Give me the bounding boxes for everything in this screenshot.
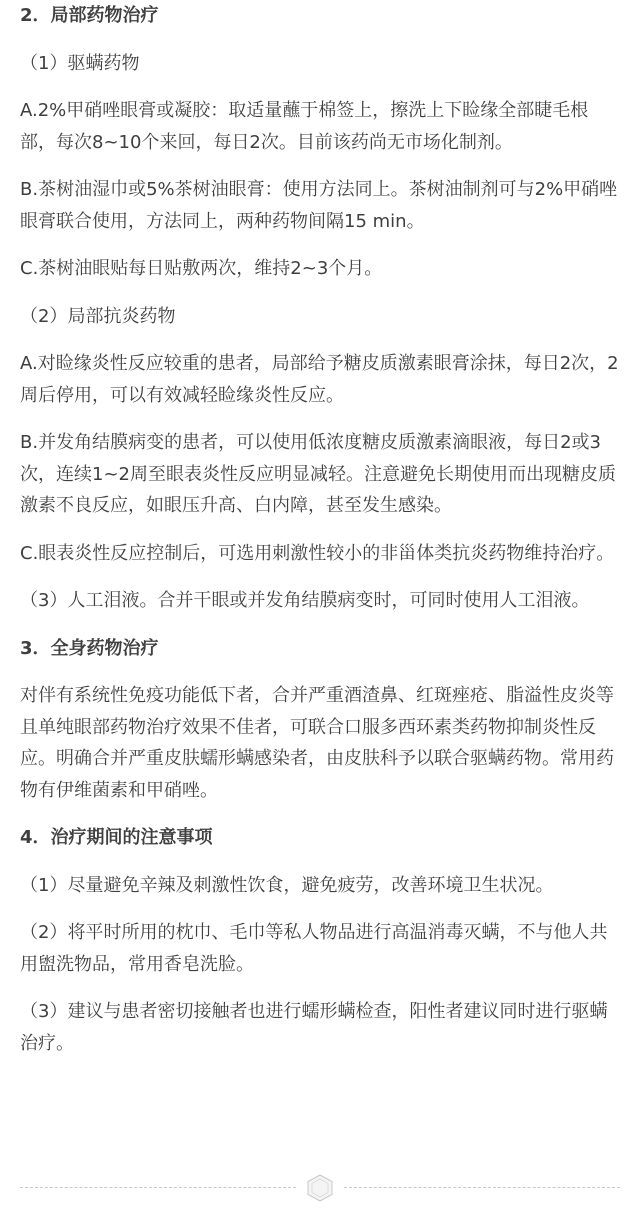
subheading-anti-inflammatory: （2）局部抗炎药物 (20, 305, 176, 327)
paragraph-metronidazole: A.2%甲硝唑眼膏或凝胶：取适量蘸于棉签上，擦洗上下睑缘全部睫毛根部，每次8~10个来回，每日2次。目前该药尚无市场化制剂。 (20, 100, 589, 153)
paragraph-precaution-contacts: （3）建议与患者密切接触者也进行蠕形螨检查，阳性者建议同时进行驱螨治疗。 (20, 1001, 608, 1054)
hexagon-icon (307, 1174, 333, 1202)
paragraph-tea-tree-wipes: B.茶树油湿巾或5%茶树油眼膏：使用方法同上。茶树油制剂可与2%甲硝唑眼膏联合使用，方法同上，两种药物间隔15 min。 (20, 179, 618, 232)
paragraph-systemic-therapy: 对伴有系统性免疫功能低下者，合并严重酒渣鼻、红斑痤疮、脂溢性皮炎等且单纯眼部药物治疗效果不佳者，可联合口服多西环素类药物抑制炎性反应。明确合并严重皮肤蠕形螨感染者，由皮肤科予以联合驱螨药物。常用药物有伊维菌素和甲硝唑。 (20, 685, 614, 801)
paragraph-tea-tree-patch: C.茶树油眼贴每日贴敷两次，维持2~3个月。 (20, 258, 383, 279)
paragraph-precaution-diet: （1）尽量避免辛辣及刺激性饮食，避免疲劳，改善环境卫生状况。 (20, 874, 554, 896)
section-heading-3: 3．全身药物治疗 (20, 637, 159, 659)
paragraph-steroid-drops: B.并发角结膜病变的患者，可以使用低浓度糖皮质激素滴眼液，每日2或3次，连续1~2周至眼表炎性反应明显减轻。注意避免长期使用而出现糖皮质激素不良反应，如眼压升高、白内障，甚至发生感染。 (20, 432, 616, 516)
section-heading-2: 2．局部药物治疗 (20, 5, 159, 26)
divider-line-left (20, 1187, 296, 1188)
paragraph-precaution-hygiene: （2）将平时所用的枕巾、毛巾等私人物品进行高温消毒灭螨，不与他人共用盥洗物品，常用香皂洗脸。 (20, 922, 608, 975)
end-divider (0, 1174, 640, 1202)
section-heading-4: 4．治疗期间的注意事项 (20, 827, 213, 848)
divider-line-right (344, 1187, 620, 1188)
paragraph-steroid-ointment: A.对睑缘炎性反应较重的患者，局部给予糖皮质激素眼膏涂抹，每日2次，2周后停用，可以有效减轻睑缘炎性反应。 (20, 353, 619, 406)
paragraph-nsaid: C.眼表炎性反应控制后，可选用刺激性较小的非甾体类抗炎药物维持治疗。 (20, 542, 615, 564)
paragraph-artificial-tears: （3）人工泪液。合并干眼或并发角结膜病变时，可同时使用人工泪液。 (20, 590, 590, 611)
subheading-deworming: （1）驱螨药物 (20, 52, 140, 74)
